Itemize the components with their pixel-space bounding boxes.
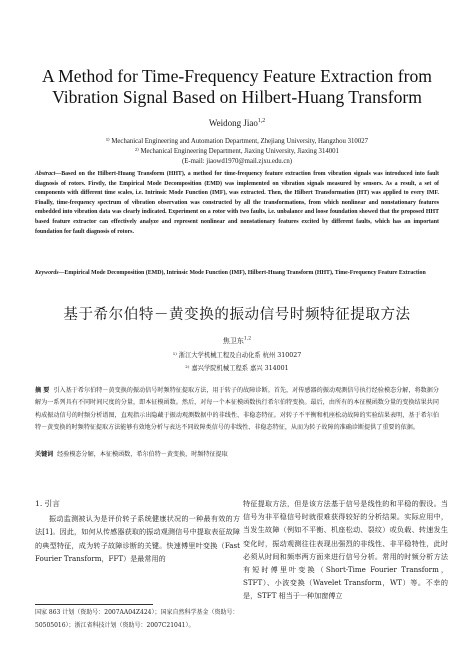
chinese-keywords-label: 关键词: [35, 451, 54, 458]
english-keywords-text: —Empirical Mode Decomposition (EMD), Intrinsic Mode Function (IMF), Hilbert-Huang Transform (HHT), Time-Frequency Feature Extraction: [58, 270, 426, 276]
chinese-keywords: [35, 449, 439, 458]
chinese-title: 基于希尔伯特－黄变换的振动信号时频特征提取方法: [63, 307, 411, 323]
english-email: (E-mail: jiaowd1970@mail.zjxu.edu.cn): [181, 158, 293, 165]
chinese-abstract-label: 摘 要: [35, 387, 50, 394]
english-author-sup: 1,2: [257, 118, 266, 124]
body-right-column: [243, 497, 448, 603]
english-abstract-text: —Based on the Hilbert-Huang Transform (HHT), a method for time-frequency feature extraction from vibration signals was introduced into fault diagnosis of rotors. Firstly, the Empirical Mode Decomposition (EMD) was implemented on vibration signals measured by sensors. As a result, a set of components with different time scales, i.e. Intrinsic Mode Function (IMF), was extracted. Then, the Hilbert Transformation (HT) was applied to every IMF. Finally, time-frequency spectrum of vibration observation was constructed by all the transformations, from which nonlinear and nonstationary features embedded into vibration data was clearly indicated. Experiment on a rotor with two faults, i.e. unbalance and loose foundation showed that the proposed HHT based feature extractor can effectively analyze and represent nonlinear and nonstationary features excited by different faults, which has an important foundation for fault diagnosis of rotors.: [35, 171, 439, 235]
section-title: 1. 引言: [35, 499, 60, 508]
chinese-affiliation-2: ²⁾ 嘉兴学院机械工程系 嘉兴 314001: [185, 365, 289, 372]
body-right-text: 特征提取方法，但是该方法基于信号是线性的和平稳的假设。当信号为非平稳信号时就很难获得较好的分析结果。实际应用中，当发生故障（例如不平衡、机座松动、裂纹）或负载、转速发生变化时，振动观测往往表现出强烈的非线性、非平稳特性，此时必须从时间和频率两方面来进行信号分析。常用的时频分析方法有短时傅里叶变换（Short-Time Fourier Transform，STFT）、小波变换（Wavelet Transform，WT）等。不幸的是，STFT 相当于一种加窗傅立: [243, 499, 448, 601]
english-title-line1: A Method for Time-Frequency Feature Extraction from: [42, 66, 432, 86]
english-keywords: [35, 269, 439, 279]
chinese-abstract-text: 引入基于希尔伯特－黄变换的振动信号时频特征提取方法，用于转子的故障诊断。首先，对传感器的振动观测信号执行经验模态分解，将数据分解为一系列具有不同时间尺度的分量，即本征模函数。然后，对每一个本征模函数执行希尔伯特变换。最后，由所有的本征模函数分量的变换结果共同构成振动信号的时频分析谱图，直观指示出隐藏于振动观测数据中的非线性、非稳态特征。对转子不平衡和机座松动故障的实验结果表明，基于希尔伯特－黄变换的时频特征提取方法能够有效地分析与表达不同故障类信号的非线性、非稳态特征，从而为转子故障的准确诊断提供了重要的依据。: [35, 387, 440, 432]
english-title: [20, 66, 454, 108]
english-author: [0, 118, 474, 128]
footnote: 国家 863 计划（资助号：2007AA04Z424）；国家自然科学基金（资助号：50505016）；浙江省科技计划（资助号：2007C21041）。: [35, 609, 239, 629]
english-abstract-label: Abstract: [35, 171, 56, 177]
body-left-column: [35, 497, 240, 565]
chinese-keywords-text: 经验模态分解，本征模函数，希尔伯特－黄变换，时频特征提取: [57, 451, 228, 458]
chinese-author-name: 焦卫东: [222, 337, 244, 345]
chinese-abstract: [35, 385, 439, 435]
body-left-text: 振动监测被认为是评价转子系统健康状况的一种最有效的方法[1]。因此，如何从传感器获取的振动观测信号中提取表征故障的典型特征，成为转子故障诊断的关键。快速傅里叶变换（Fast Fourier Transform，FFT）是最常用的: [35, 514, 240, 563]
english-keywords-label: Keywords: [35, 270, 59, 276]
english-title-line2: Vibration Signal Based on Hilbert-Huang Transform: [52, 87, 422, 107]
english-author-name: Weidong Jiao: [208, 118, 258, 128]
chinese-author-sup: 1,2: [243, 336, 252, 342]
english-affiliation-2: ²⁾ Mechanical Engineering Department, Jiaxing University, Jiaxing 314001: [135, 148, 339, 155]
chinese-affiliation-1: ¹⁾ 浙江大学机械工程及自动化系 杭州 310027: [172, 352, 302, 359]
chinese-author: [0, 336, 474, 346]
footnote-rule: [35, 604, 153, 605]
english-affiliation-1: ¹⁾ Mechanical Engineering and Automation Department, Zhejiang University, Hangzhou 310027: [105, 138, 369, 145]
english-abstract: [35, 170, 439, 237]
